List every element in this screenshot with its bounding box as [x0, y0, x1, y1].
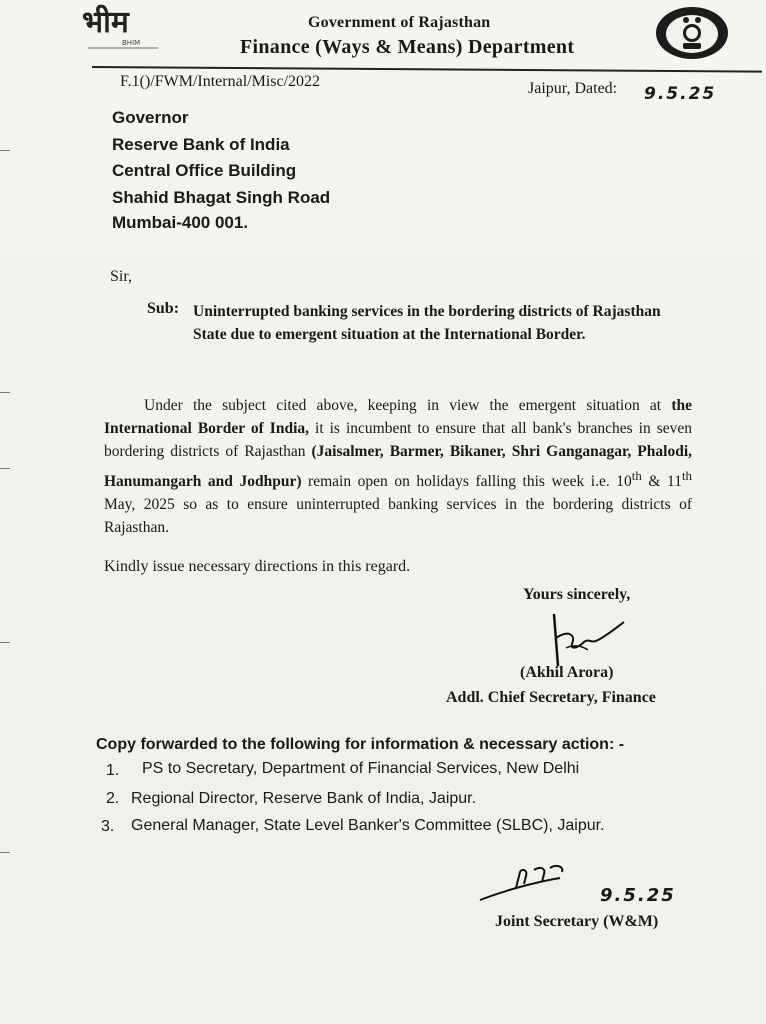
body-text: May, 2025 so as to ensure uninterrupted banking services in the bordering districts of Rajasthan.: [104, 495, 692, 537]
joint-secretary-signature-icon: [476, 862, 596, 906]
letter-body: [104, 394, 692, 539]
address-line: Shahid Bhagat Singh Road: [112, 188, 331, 207]
body-text: it is incumbent to ensure that all bank's branches in seven bordering districts of Rajasthan: [104, 420, 692, 461]
body-paragraph: [104, 394, 692, 539]
body-text: remain open on holidays falling this week i.e. 10: [301, 472, 632, 490]
bhim-logo-text: भीम: [82, 5, 129, 40]
reference-number: F.1()/FWM/Internal/Misc/2022: [120, 73, 321, 90]
edge-mark: [0, 852, 10, 853]
closing-request: Kindly issue necessary directions in this regard.: [104, 558, 411, 575]
body-bold-text: the International Border of India,: [104, 397, 692, 438]
signatory-name: (Akhil Arora): [520, 664, 614, 681]
subject-text: Uninterrupted banking services in the bordering districts of Rajasthan State due to emergent situation at the International Border.: [193, 303, 661, 343]
list-item: General Manager, State Level Banker's Committee (SLBC), Jaipur.: [131, 817, 605, 834]
list-number: 3.: [101, 818, 115, 835]
salutation: Sir,: [110, 268, 133, 285]
closing: Yours sincerely,: [523, 586, 631, 603]
bhim-logo: [78, 4, 168, 54]
signature-icon: [548, 608, 628, 672]
copy-forwarded-heading: Copy forwarded to the following for information & necessary action: -: [96, 736, 625, 753]
header-rule: [92, 66, 762, 73]
joint-secretary-designation: Joint Secretary (W&M): [495, 913, 659, 930]
edge-mark: [0, 642, 10, 643]
edge-mark: [0, 468, 10, 469]
government-name: Government of Rajasthan: [308, 14, 491, 31]
list-number: 2.: [106, 790, 120, 807]
emblem-icon: [652, 3, 732, 63]
list-item: Regional Director, Reserve Bank of India, Jaipur.: [131, 790, 477, 807]
address-line: Reserve Bank of India: [112, 135, 290, 154]
signatory-designation: Addl. Chief Secretary, Finance: [446, 689, 656, 706]
list-item: PS to Secretary, Department of Financial Services, New Delhi: [142, 760, 580, 777]
address-line: Governor: [112, 108, 189, 127]
district-list: (Jaisalmer, Barmer, Bikaner, Shri Ganganagar, Phalodi, Hanumangarh and Jodhpur): [104, 443, 693, 490]
list-number: 1.: [106, 762, 120, 779]
subject-label: Sub:: [147, 300, 180, 317]
body-text: & 11: [641, 472, 682, 490]
ordinal-suffix: th: [681, 467, 693, 483]
department-name: Finance (Ways & Means) Department: [240, 36, 575, 58]
ordinal-suffix: th: [631, 467, 642, 483]
address-line: Central Office Building: [112, 161, 297, 180]
edge-mark: [0, 150, 10, 151]
edge-mark: [0, 392, 10, 393]
body-text: Under the subject cited above, keeping in view the emergent situation at: [144, 397, 672, 414]
dated-label: Jaipur, Dated:: [528, 80, 618, 97]
address-line: Mumbai-400 001.: [112, 213, 249, 232]
dated-value: 9.5.25: [644, 84, 717, 104]
bhim-logo-subtext: BHIM: [122, 39, 141, 47]
joint-secretary-date: 9.5.25: [600, 885, 676, 906]
